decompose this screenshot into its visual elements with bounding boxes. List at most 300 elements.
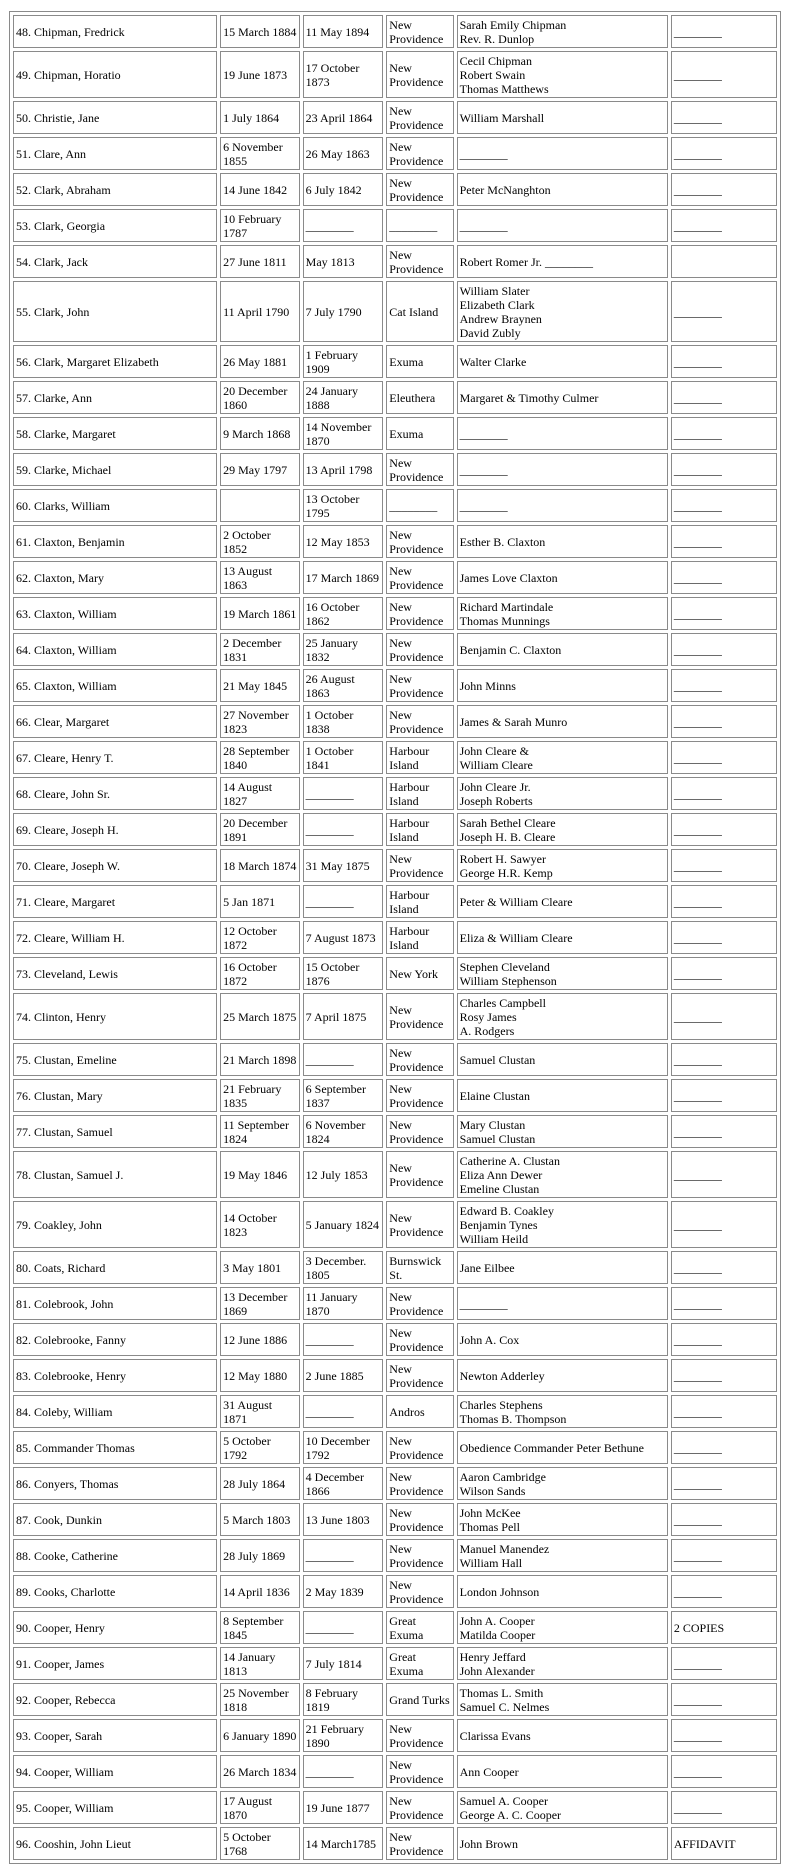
birth-date-cell: 13 August 1863 [220, 561, 300, 594]
person-name-cell: 55. Clark, John [13, 281, 217, 342]
baptism-date-cell: 2 June 1885 [303, 1359, 384, 1392]
person-name-cell: 68. Cleare, John Sr. [13, 777, 217, 810]
birth-date-cell: 16 October 1872 [220, 957, 300, 990]
table-row [13, 813, 777, 846]
place-cell: New Providence [386, 1827, 453, 1860]
sponsors-cell: John Minns [457, 669, 668, 702]
notes-cell: ________ [671, 173, 777, 206]
birth-date-cell: 3 May 1801 [220, 1251, 300, 1284]
sponsors-cell: John A. Cooper Matilda Cooper [457, 1611, 668, 1644]
place-cell: New Providence [386, 1467, 453, 1500]
notes-cell: ________ [671, 281, 777, 342]
table-row [13, 741, 777, 774]
person-name-cell: 91. Cooper, James [13, 1647, 217, 1680]
table-row [13, 281, 777, 342]
notes-cell: ________ [671, 957, 777, 990]
birth-date-cell: 14 January 1813 [220, 1647, 300, 1680]
baptism-date-cell: 7 April 1875 [303, 993, 384, 1040]
notes-cell: 2 COPIES [671, 1611, 777, 1644]
notes-cell: ________ [671, 1503, 777, 1536]
birth-date-cell: 28 July 1864 [220, 1467, 300, 1500]
table-row [13, 525, 777, 558]
place-cell: New Providence [386, 597, 453, 630]
table-row [13, 669, 777, 702]
notes-cell: ________ [671, 1647, 777, 1680]
person-name-cell: 69. Cleare, Joseph H. [13, 813, 217, 846]
place-cell: New Providence [386, 1287, 453, 1320]
baptism-date-cell: ________ [303, 885, 384, 918]
person-name-cell: 71. Cleare, Margaret [13, 885, 217, 918]
table-row [13, 1503, 777, 1536]
table-row [13, 1201, 777, 1248]
sponsors-cell: Eliza & William Cleare [457, 921, 668, 954]
birth-date-cell: 6 January 1890 [220, 1719, 300, 1752]
birth-date-cell [220, 489, 300, 522]
place-cell: New Providence [386, 137, 453, 170]
baptism-date-cell: ________ [303, 1395, 384, 1428]
sponsors-cell: Obedience Commander Peter Bethune [457, 1431, 668, 1464]
table-row [13, 957, 777, 990]
sponsors-cell: Walter Clarke [457, 345, 668, 378]
birth-date-cell: 25 November 1818 [220, 1683, 300, 1716]
birth-date-cell: 19 June 1873 [220, 51, 300, 98]
sponsors-cell: Richard Martindale Thomas Munnings [457, 597, 668, 630]
baptism-date-cell: 15 October 1876 [303, 957, 384, 990]
notes-cell: ________ [671, 561, 777, 594]
table-row [13, 849, 777, 882]
place-cell: Andros [386, 1395, 453, 1428]
table-row [13, 1151, 777, 1198]
sponsors-cell: Charles Stephens Thomas B. Thompson [457, 1395, 668, 1428]
sponsors-cell: Jane Eilbee [457, 1251, 668, 1284]
notes-cell: ________ [671, 1683, 777, 1716]
notes-cell: ________ [671, 137, 777, 170]
place-cell: New Providence [386, 1115, 453, 1148]
person-name-cell: 70. Cleare, Joseph W. [13, 849, 217, 882]
notes-cell: ________ [671, 993, 777, 1040]
birth-date-cell: 20 December 1860 [220, 381, 300, 414]
place-cell: New Providence [386, 1079, 453, 1112]
baptism-date-cell: 14 March1785 [303, 1827, 384, 1860]
baptism-date-cell: 26 May 1863 [303, 137, 384, 170]
person-name-cell: 65. Claxton, William [13, 669, 217, 702]
person-name-cell: 51. Clare, Ann [13, 137, 217, 170]
sponsors-cell: Cecil Chipman Robert Swain Thomas Matthews [457, 51, 668, 98]
place-cell: New Providence [386, 173, 453, 206]
place-cell: Harbour Island [386, 813, 453, 846]
sponsors-cell: Mary Clustan Samuel Clustan [457, 1115, 668, 1148]
sponsors-cell: John Brown [457, 1827, 668, 1860]
sponsors-cell: Elaine Clustan [457, 1079, 668, 1112]
notes-cell: ________ [671, 1431, 777, 1464]
table-row [13, 381, 777, 414]
place-cell: ________ [386, 209, 453, 242]
baptism-date-cell: ________ [303, 1043, 384, 1076]
baptism-date-cell: 21 February 1890 [303, 1719, 384, 1752]
table-row [13, 453, 777, 486]
sponsors-cell: James Love Claxton [457, 561, 668, 594]
birth-date-cell: 21 February 1835 [220, 1079, 300, 1112]
baptism-date-cell: 6 July 1842 [303, 173, 384, 206]
sponsors-cell: John McKee Thomas Pell [457, 1503, 668, 1536]
birth-date-cell: 28 July 1869 [220, 1539, 300, 1572]
person-name-cell: 77. Clustan, Samuel [13, 1115, 217, 1148]
baptism-date-cell: 19 June 1877 [303, 1791, 384, 1824]
notes-cell: ________ [671, 1079, 777, 1112]
sponsors-cell: Robert H. Sawyer George H.R. Kemp [457, 849, 668, 882]
place-cell: New Providence [386, 1151, 453, 1198]
person-name-cell: 49. Chipman, Horatio [13, 51, 217, 98]
birth-date-cell: 14 August 1827 [220, 777, 300, 810]
notes-cell: ________ [671, 1575, 777, 1608]
person-name-cell: 56. Clark, Margaret Elizabeth [13, 345, 217, 378]
person-name-cell: 89. Cooks, Charlotte [13, 1575, 217, 1608]
place-cell: Great Exuma [386, 1647, 453, 1680]
notes-cell: ________ [671, 885, 777, 918]
person-name-cell: 84. Coleby, William [13, 1395, 217, 1428]
table-row [13, 1251, 777, 1284]
notes-cell: ________ [671, 705, 777, 738]
sponsors-cell: Ann Cooper [457, 1755, 668, 1788]
place-cell: New Providence [386, 15, 453, 48]
notes-cell: ________ [671, 453, 777, 486]
person-name-cell: 78. Clustan, Samuel J. [13, 1151, 217, 1198]
baptism-date-cell: 1 October 1841 [303, 741, 384, 774]
sponsors-cell: Catherine A. Clustan Eliza Ann Dewer Emeline Clustan [457, 1151, 668, 1198]
table-row [13, 51, 777, 98]
baptism-date-cell: 13 April 1798 [303, 453, 384, 486]
place-cell: New York [386, 957, 453, 990]
place-cell: Great Exuma [386, 1611, 453, 1644]
table-row [13, 1755, 777, 1788]
notes-cell: ________ [671, 1539, 777, 1572]
place-cell: New Providence [386, 1719, 453, 1752]
table-row [13, 209, 777, 242]
birth-date-cell: 6 November 1855 [220, 137, 300, 170]
birth-date-cell: 25 March 1875 [220, 993, 300, 1040]
table-row [13, 1647, 777, 1680]
sponsors-cell: ________ [457, 489, 668, 522]
baptism-date-cell: 17 October 1873 [303, 51, 384, 98]
notes-cell: ________ [671, 209, 777, 242]
baptism-date-cell: ________ [303, 1323, 384, 1356]
person-name-cell: 76. Clustan, Mary [13, 1079, 217, 1112]
sponsors-cell: ________ [457, 417, 668, 450]
person-name-cell: 81. Colebrook, John [13, 1287, 217, 1320]
table-row [13, 993, 777, 1040]
birth-date-cell: 19 May 1846 [220, 1151, 300, 1198]
birth-date-cell: 28 September 1840 [220, 741, 300, 774]
table-row [13, 561, 777, 594]
place-cell: New Providence [386, 849, 453, 882]
baptism-date-cell: ________ [303, 1755, 384, 1788]
sponsors-cell: John Cleare Jr. Joseph Roberts [457, 777, 668, 810]
sponsors-cell: William Marshall [457, 101, 668, 134]
notes-cell: ________ [671, 1287, 777, 1320]
birth-date-cell: 20 December 1891 [220, 813, 300, 846]
baptism-date-cell: 12 July 1853 [303, 1151, 384, 1198]
person-name-cell: 82. Colebrooke, Fanny [13, 1323, 217, 1356]
baptism-date-cell: 16 October 1862 [303, 597, 384, 630]
notes-cell: ________ [671, 1395, 777, 1428]
place-cell: New Providence [386, 1755, 453, 1788]
person-name-cell: 93. Cooper, Sarah [13, 1719, 217, 1752]
birth-date-cell: 26 May 1881 [220, 345, 300, 378]
place-cell: Harbour Island [386, 885, 453, 918]
sponsors-cell: John Cleare & William Cleare [457, 741, 668, 774]
person-name-cell: 66. Clear, Margaret [13, 705, 217, 738]
place-cell: New Providence [386, 101, 453, 134]
birth-date-cell: 29 May 1797 [220, 453, 300, 486]
notes-cell: ________ [671, 813, 777, 846]
records-table [9, 11, 781, 1864]
place-cell: Harbour Island [386, 741, 453, 774]
birth-date-cell: 2 December 1831 [220, 633, 300, 666]
table-row [13, 1115, 777, 1148]
table-row [13, 1323, 777, 1356]
sponsors-cell: Thomas L. Smith Samuel C. Nelmes [457, 1683, 668, 1716]
baptism-date-cell: 7 July 1814 [303, 1647, 384, 1680]
person-name-cell: 57. Clarke, Ann [13, 381, 217, 414]
baptism-date-cell: 7 August 1873 [303, 921, 384, 954]
notes-cell: ________ [671, 849, 777, 882]
notes-cell: ________ [671, 381, 777, 414]
table-row [13, 1079, 777, 1112]
place-cell: Harbour Island [386, 921, 453, 954]
notes-cell: ________ [671, 741, 777, 774]
place-cell: Eleuthera [386, 381, 453, 414]
baptism-date-cell: 6 September 1837 [303, 1079, 384, 1112]
place-cell: Exuma [386, 345, 453, 378]
sponsors-cell: John A. Cox [457, 1323, 668, 1356]
place-cell: New Providence [386, 1791, 453, 1824]
baptism-date-cell: 8 February 1819 [303, 1683, 384, 1716]
sponsors-cell: ________ [457, 209, 668, 242]
sponsors-cell: ________ [457, 137, 668, 170]
baptism-date-cell: 5 January 1824 [303, 1201, 384, 1248]
baptism-date-cell: ________ [303, 1539, 384, 1572]
person-name-cell: 64. Claxton, William [13, 633, 217, 666]
person-name-cell: 60. Clarks, William [13, 489, 217, 522]
person-name-cell: 48. Chipman, Fredrick [13, 15, 217, 48]
sponsors-cell: William Slater Elizabeth Clark Andrew Braynen David Zubly [457, 281, 668, 342]
birth-date-cell: 10 February 1787 [220, 209, 300, 242]
birth-date-cell: 21 March 1898 [220, 1043, 300, 1076]
baptism-date-cell: 1 February 1909 [303, 345, 384, 378]
sponsors-cell: Sarah Emily Chipman Rev. R. Dunlop [457, 15, 668, 48]
person-name-cell: 58. Clarke, Margaret [13, 417, 217, 450]
notes-cell: ________ [671, 1755, 777, 1788]
sponsors-cell: Sarah Bethel Cleare Joseph H. B. Cleare [457, 813, 668, 846]
person-name-cell: 88. Cooke, Catherine [13, 1539, 217, 1572]
table-row [13, 1827, 777, 1860]
notes-cell: ________ [671, 51, 777, 98]
table-row [13, 1539, 777, 1572]
place-cell: New Providence [386, 1043, 453, 1076]
place-cell: New Providence [386, 669, 453, 702]
birth-date-cell: 31 August 1871 [220, 1395, 300, 1428]
baptism-date-cell: 31 May 1875 [303, 849, 384, 882]
person-name-cell: 50. Christie, Jane [13, 101, 217, 134]
birth-date-cell: 26 March 1834 [220, 1755, 300, 1788]
baptism-date-cell: ________ [303, 209, 384, 242]
place-cell: ________ [386, 489, 453, 522]
place-cell: Harbour Island [386, 777, 453, 810]
sponsors-cell: Margaret & Timothy Culmer [457, 381, 668, 414]
baptism-date-cell: 3 December. 1805 [303, 1251, 384, 1284]
birth-date-cell: 12 May 1880 [220, 1359, 300, 1392]
sponsors-cell: Henry Jeffard John Alexander [457, 1647, 668, 1680]
place-cell: Grand Turks [386, 1683, 453, 1716]
notes-cell: ________ [671, 489, 777, 522]
birth-date-cell: 14 April 1836 [220, 1575, 300, 1608]
table-row [13, 15, 777, 48]
place-cell: New Providence [386, 245, 453, 278]
place-cell: New Providence [386, 525, 453, 558]
place-cell: New Providence [386, 1201, 453, 1248]
baptism-date-cell: ________ [303, 777, 384, 810]
baptism-date-cell: 24 January 1888 [303, 381, 384, 414]
birth-date-cell: 14 June 1842 [220, 173, 300, 206]
birth-date-cell: 27 June 1811 [220, 245, 300, 278]
baptism-date-cell: 11 January 1870 [303, 1287, 384, 1320]
birth-date-cell: 1 July 1864 [220, 101, 300, 134]
notes-cell: ________ [671, 525, 777, 558]
table-row [13, 1395, 777, 1428]
person-name-cell: 54. Clark, Jack [13, 245, 217, 278]
place-cell: New Providence [386, 993, 453, 1040]
place-cell: New Providence [386, 453, 453, 486]
birth-date-cell: 5 October 1768 [220, 1827, 300, 1860]
place-cell: New Providence [386, 705, 453, 738]
person-name-cell: 80. Coats, Richard [13, 1251, 217, 1284]
birth-date-cell: 5 March 1803 [220, 1503, 300, 1536]
table-row [13, 1467, 777, 1500]
notes-cell: ________ [671, 1791, 777, 1824]
table-row [13, 777, 777, 810]
baptism-date-cell: 23 April 1864 [303, 101, 384, 134]
notes-cell: AFFIDAVIT [671, 1827, 777, 1860]
table-row [13, 1043, 777, 1076]
place-cell: New Providence [386, 1323, 453, 1356]
person-name-cell: 96. Cooshin, John Lieut [13, 1827, 217, 1860]
baptism-date-cell: May 1813 [303, 245, 384, 278]
birth-date-cell: 5 Jan 1871 [220, 885, 300, 918]
person-name-cell: 87. Cook, Dunkin [13, 1503, 217, 1536]
baptism-date-cell: 7 July 1790 [303, 281, 384, 342]
birth-date-cell: 19 March 1861 [220, 597, 300, 630]
person-name-cell: 61. Claxton, Benjamin [13, 525, 217, 558]
birth-date-cell: 11 April 1790 [220, 281, 300, 342]
notes-cell [671, 245, 777, 278]
notes-cell: ________ [671, 777, 777, 810]
birth-date-cell: 12 June 1886 [220, 1323, 300, 1356]
sponsors-cell: Samuel Clustan [457, 1043, 668, 1076]
place-cell: New Providence [386, 1359, 453, 1392]
person-name-cell: 86. Conyers, Thomas [13, 1467, 217, 1500]
sponsors-cell: Benjamin C. Claxton [457, 633, 668, 666]
birth-date-cell: 12 October 1872 [220, 921, 300, 954]
table-row [13, 597, 777, 630]
baptism-date-cell: 14 November 1870 [303, 417, 384, 450]
table-row [13, 137, 777, 170]
baptism-date-cell: 10 December 1792 [303, 1431, 384, 1464]
baptism-date-cell: 26 August 1863 [303, 669, 384, 702]
table-row [13, 1791, 777, 1824]
birth-date-cell: 14 October 1823 [220, 1201, 300, 1248]
table-row [13, 173, 777, 206]
person-name-cell: 79. Coakley, John [13, 1201, 217, 1248]
baptism-date-cell: 2 May 1839 [303, 1575, 384, 1608]
birth-date-cell: 13 December 1869 [220, 1287, 300, 1320]
place-cell: Exuma [386, 417, 453, 450]
table-row [13, 1719, 777, 1752]
place-cell: New Providence [386, 561, 453, 594]
baptism-date-cell: 11 May 1894 [303, 15, 384, 48]
sponsors-cell: Peter McNanghton [457, 173, 668, 206]
table-row [13, 417, 777, 450]
baptism-date-cell: 13 June 1803 [303, 1503, 384, 1536]
table-row [13, 1611, 777, 1644]
person-name-cell: 67. Cleare, Henry T. [13, 741, 217, 774]
baptism-date-cell: 1 October 1838 [303, 705, 384, 738]
table-row [13, 1359, 777, 1392]
sponsors-cell: Charles Campbell Rosy James A. Rodgers [457, 993, 668, 1040]
place-cell: Cat Island [386, 281, 453, 342]
birth-date-cell: 11 September 1824 [220, 1115, 300, 1148]
sponsors-cell: Stephen Cleveland William Stephenson [457, 957, 668, 990]
place-cell: Burnswick St. [386, 1251, 453, 1284]
person-name-cell: 95. Cooper, William [13, 1791, 217, 1824]
table-row [13, 1683, 777, 1716]
person-name-cell: 52. Clark, Abraham [13, 173, 217, 206]
birth-date-cell: 5 October 1792 [220, 1431, 300, 1464]
table-row [13, 245, 777, 278]
person-name-cell: 59. Clarke, Michael [13, 453, 217, 486]
sponsors-cell: Robert Romer Jr. ________ [457, 245, 668, 278]
table-row [13, 921, 777, 954]
sponsors-cell: Esther B. Claxton [457, 525, 668, 558]
notes-cell: ________ [671, 1115, 777, 1148]
sponsors-cell: James & Sarah Munro [457, 705, 668, 738]
baptism-date-cell: 17 March 1869 [303, 561, 384, 594]
baptism-date-cell: 12 May 1853 [303, 525, 384, 558]
place-cell: New Providence [386, 633, 453, 666]
baptism-date-cell: 6 November 1824 [303, 1115, 384, 1148]
sponsors-cell: Manuel Manendez William Hall [457, 1539, 668, 1572]
table-row [13, 489, 777, 522]
birth-date-cell: 21 May 1845 [220, 669, 300, 702]
sponsors-cell: Edward B. Coakley Benjamin Tynes William Heild [457, 1201, 668, 1248]
person-name-cell: 75. Clustan, Emeline [13, 1043, 217, 1076]
sponsors-cell: Aaron Cambridge Wilson Sands [457, 1467, 668, 1500]
sponsors-cell: Samuel A. Cooper George A. C. Cooper [457, 1791, 668, 1824]
notes-cell: ________ [671, 101, 777, 134]
person-name-cell: 83. Colebrooke, Henry [13, 1359, 217, 1392]
sponsors-cell: Newton Adderley [457, 1359, 668, 1392]
notes-cell: ________ [671, 1151, 777, 1198]
baptism-date-cell: 13 October 1795 [303, 489, 384, 522]
notes-cell: ________ [671, 1323, 777, 1356]
table-row [13, 705, 777, 738]
birth-date-cell: 2 October 1852 [220, 525, 300, 558]
sponsors-cell: Clarissa Evans [457, 1719, 668, 1752]
place-cell: New Providence [386, 1539, 453, 1572]
notes-cell: ________ [671, 597, 777, 630]
baptism-date-cell: 4 December 1866 [303, 1467, 384, 1500]
notes-cell: ________ [671, 345, 777, 378]
place-cell: New Providence [386, 1575, 453, 1608]
